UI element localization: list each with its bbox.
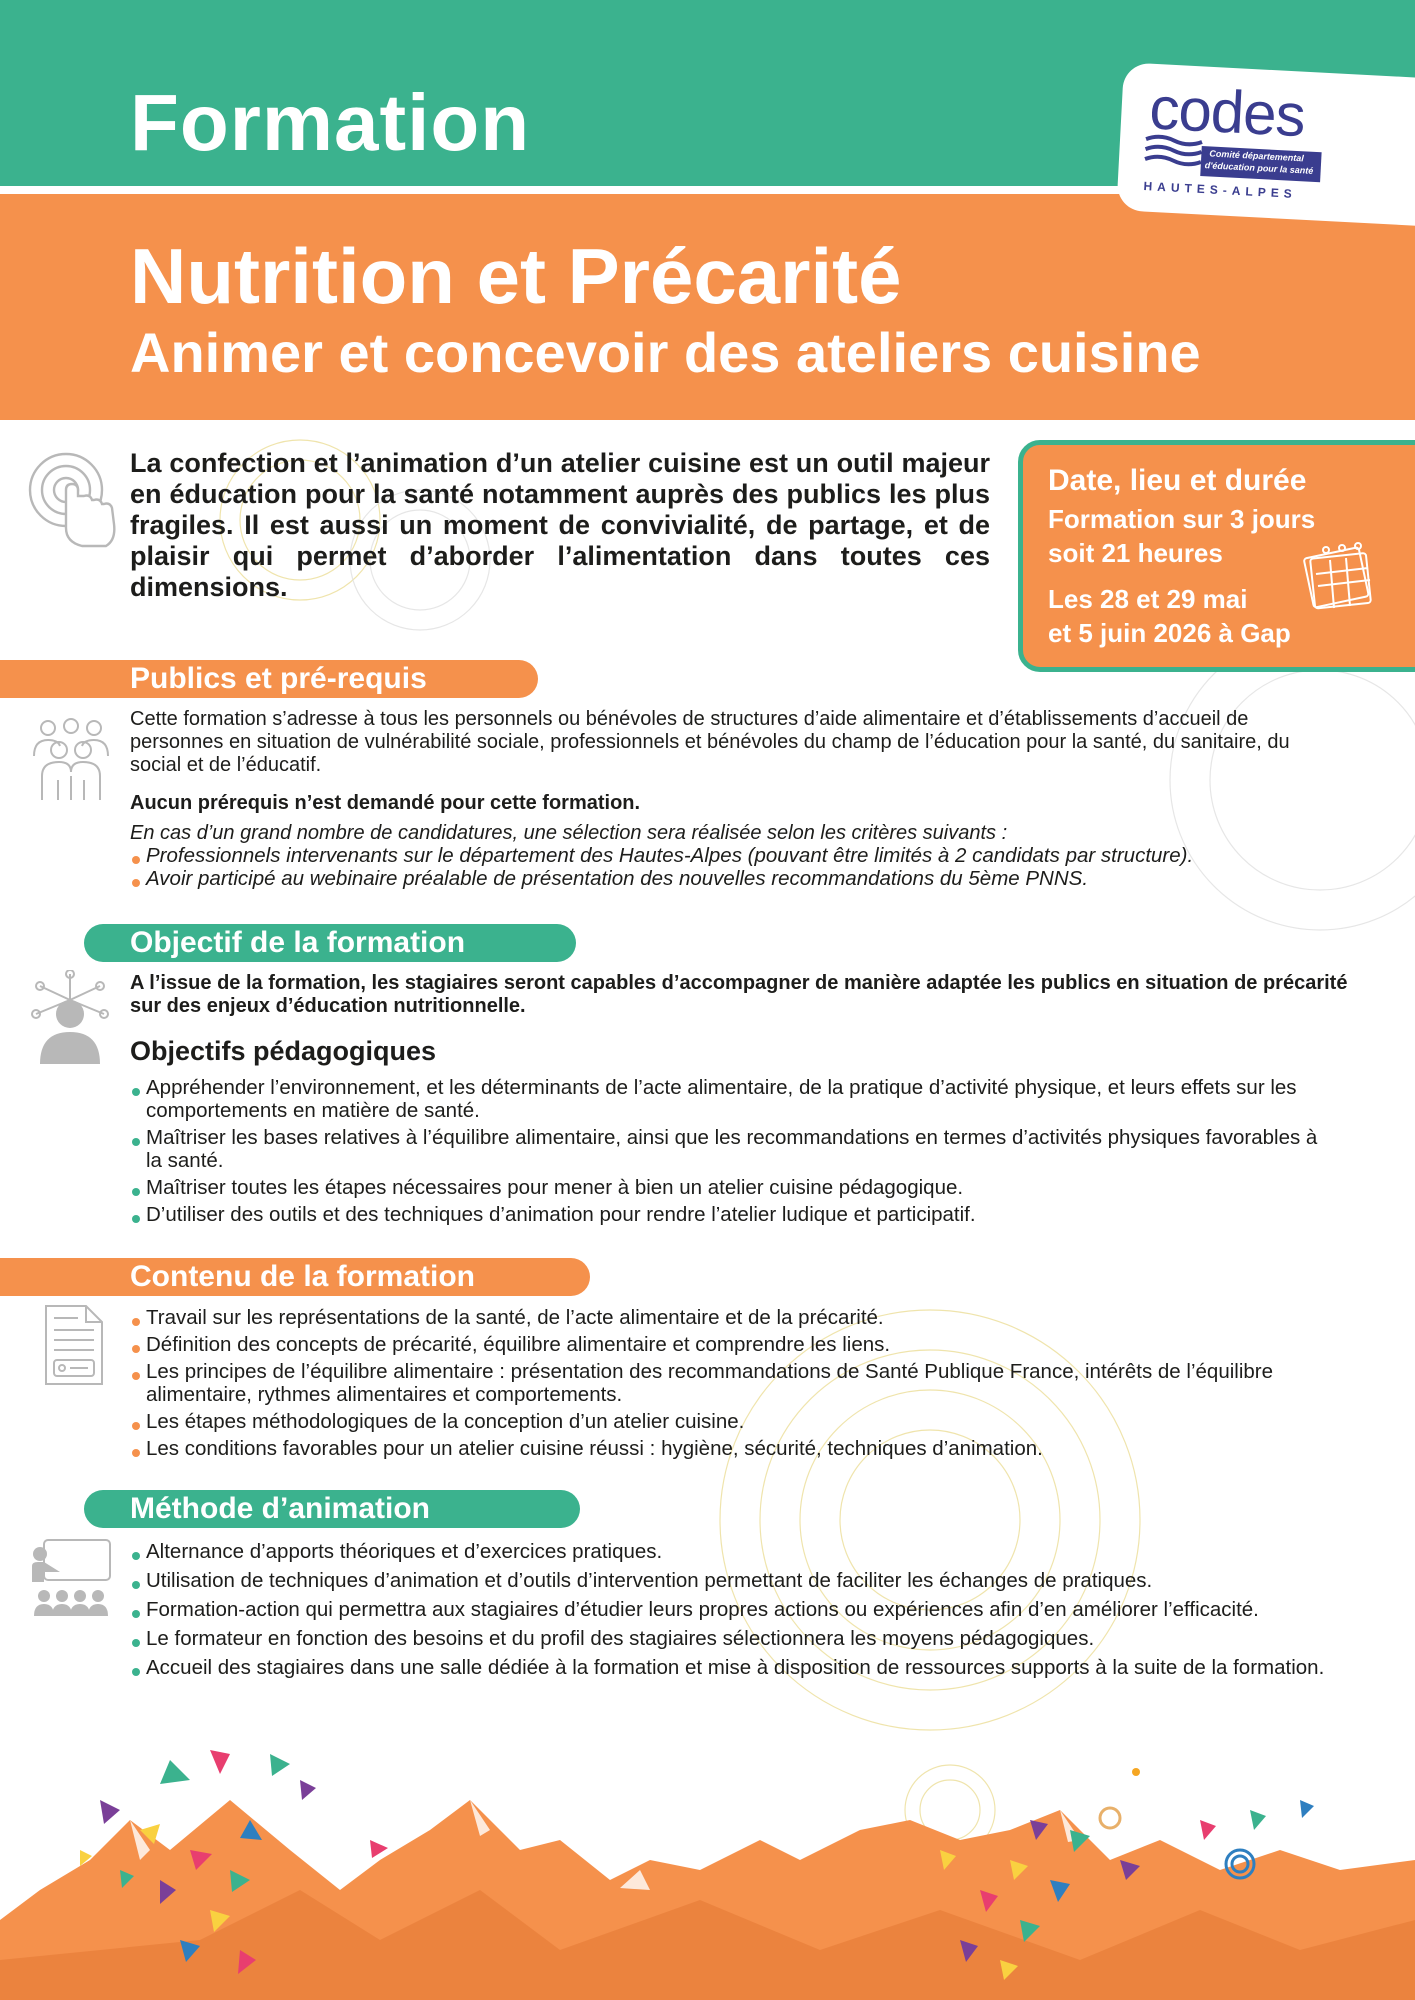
criteria-item: Avoir participé au webinaire préalable de présentation des nouvelles recommandations du 5ème PNNS. (130, 867, 1350, 890)
date-hours: soit 21 heures (1048, 538, 1223, 568)
logo-region: HAUTES-ALPES (1143, 179, 1298, 202)
list-item: Définition des concepts de précarité, équilibre alimentaire et comprendre les liens. (130, 1333, 1350, 1356)
prereq-text: Aucun prérequis n’est demandé pour cette formation. (130, 792, 641, 814)
touch-icon (26, 450, 120, 554)
intro-paragraph: La confection et l’animation d’un atelier cuisine est un outil majeur en éducation pour la santé notamment auprès des publics les plus fragiles. Il est aussi un moment de convivialité, de partage, et de plaisir qui permet d’aborder l’alimentation dans toutes ces dimensions. (130, 448, 990, 602)
list-item: Maîtriser les bases relatives à l’équilibre alimentaire, ainsi que les recommandations en termes d’activités physiques favorables à la santé. (130, 1126, 1330, 1172)
list-item: Maîtriser toutes les étapes nécessaires pour mener à bien un atelier cuisine pédagogique. (130, 1176, 1330, 1199)
section-objectif-heading: Objectif de la formation (84, 924, 576, 962)
logo-name: codes (1147, 74, 1307, 150)
header-label: Formation (130, 78, 531, 167)
group-people-icon (28, 716, 114, 802)
methode-list (130, 1540, 1340, 1685)
list-item: Formation-action qui permettra aux stagiaires d’étudier leurs propres actions ou expériences afin d’en améliorer l’efficacité. (130, 1598, 1340, 1621)
logo-tagline-1: Comité départemental (1209, 148, 1305, 164)
page-subtitle: Animer et concevoir des ateliers cuisine (130, 321, 1201, 384)
date-days: Les 28 et 29 mai (1048, 584, 1248, 614)
objectifs-list (130, 1076, 1330, 1230)
list-item: Travail sur les représentations de la santé, de l’acte alimentaire et de la précarité. (130, 1306, 1350, 1329)
date-duration: Formation sur 3 jours (1048, 504, 1316, 534)
date-place: et 5 juin 2026 à Gap (1048, 618, 1291, 648)
section-contenu-heading: Contenu de la formation (0, 1258, 590, 1296)
list-item: Le formateur en fonction des besoins et du profil des stagiaires sélectionnera les moyens pédagogiques. (130, 1627, 1340, 1650)
selection-intro: En cas d’un grand nombre de candidatures, une sélection sera réalisée selon les critères suivants : (130, 822, 1008, 844)
date-box-title: Date, lieu et durée (1048, 464, 1307, 497)
logo-tagline-2: d'éducation pour la santé (1204, 160, 1314, 176)
list-item: Alternance d’apports théoriques et d’exercices pratiques. (130, 1540, 1340, 1563)
list-item: Accueil des stagiaires dans une salle dédiée à la formation et mise à disposition de ressources supports à la suite de la formation. (130, 1656, 1340, 1679)
criteria-item: Professionnels intervenants sur le département des Hautes-Alpes (pouvant être limités à 2 candidats par structure). (130, 844, 1350, 867)
section-methode-heading: Méthode d’animation (84, 1490, 580, 1528)
document-icon (44, 1304, 104, 1386)
list-item: Appréhender l’environnement, et les déterminants de l’acte alimentaire, de la pratique d’activité physique, et leurs effets sur les comportements en matière de santé. (130, 1076, 1330, 1122)
list-item: Les principes de l’équilibre alimentaire : présentation des recommandations de Santé Publique France, intérêts de l’équilibre alimentaire, rythmes alimentaires et comportements. (130, 1360, 1350, 1406)
list-item: Les étapes méthodologiques de la conception d’un atelier cuisine. (130, 1410, 1350, 1433)
publics-text: Cette formation s’adresse à tous les personnels ou bénévoles de structures d’aide alimentaire et d’établissements d’accueil de personnes en situation de vulnérabilité sociale, professionnels et bénévoles du champ de l’éducation pour la santé, du sanitaire, du social et de l’éducatif. (130, 708, 1290, 776)
page-title: Nutrition et Précarité (130, 232, 902, 320)
logo-waves-icon (1142, 131, 1204, 174)
objectif-text: A l’issue de la formation, les stagiaires seront capables d’accompagner de manière adaptée les publics en situation de précarité sur des enjeux d’éducation nutritionnelle. (130, 972, 1348, 1017)
selection-criteria-list (130, 844, 1350, 890)
contenu-list (130, 1306, 1350, 1464)
presentation-icon (30, 1538, 112, 1618)
objectifs-pedagogiques-heading: Objectifs pédagogiques (130, 1036, 437, 1066)
codes-logo (1137, 73, 1344, 213)
network-person-icon (30, 970, 110, 1064)
list-item: D’utiliser des outils et des techniques d’animation pour rendre l’atelier ludique et participatif. (130, 1203, 1330, 1226)
calendar-icon (1298, 536, 1378, 616)
mountain-landscape-illustration (0, 1740, 1415, 2000)
list-item: Utilisation de techniques d’animation et d’outils d’intervention permettant de faciliter les échanges de pratiques. (130, 1569, 1340, 1592)
section-publics-heading: Publics et pré-requis (0, 660, 538, 698)
list-item: Les conditions favorables pour un atelier cuisine réussi : hygiène, sécurité, techniques d’animation. (130, 1437, 1350, 1460)
